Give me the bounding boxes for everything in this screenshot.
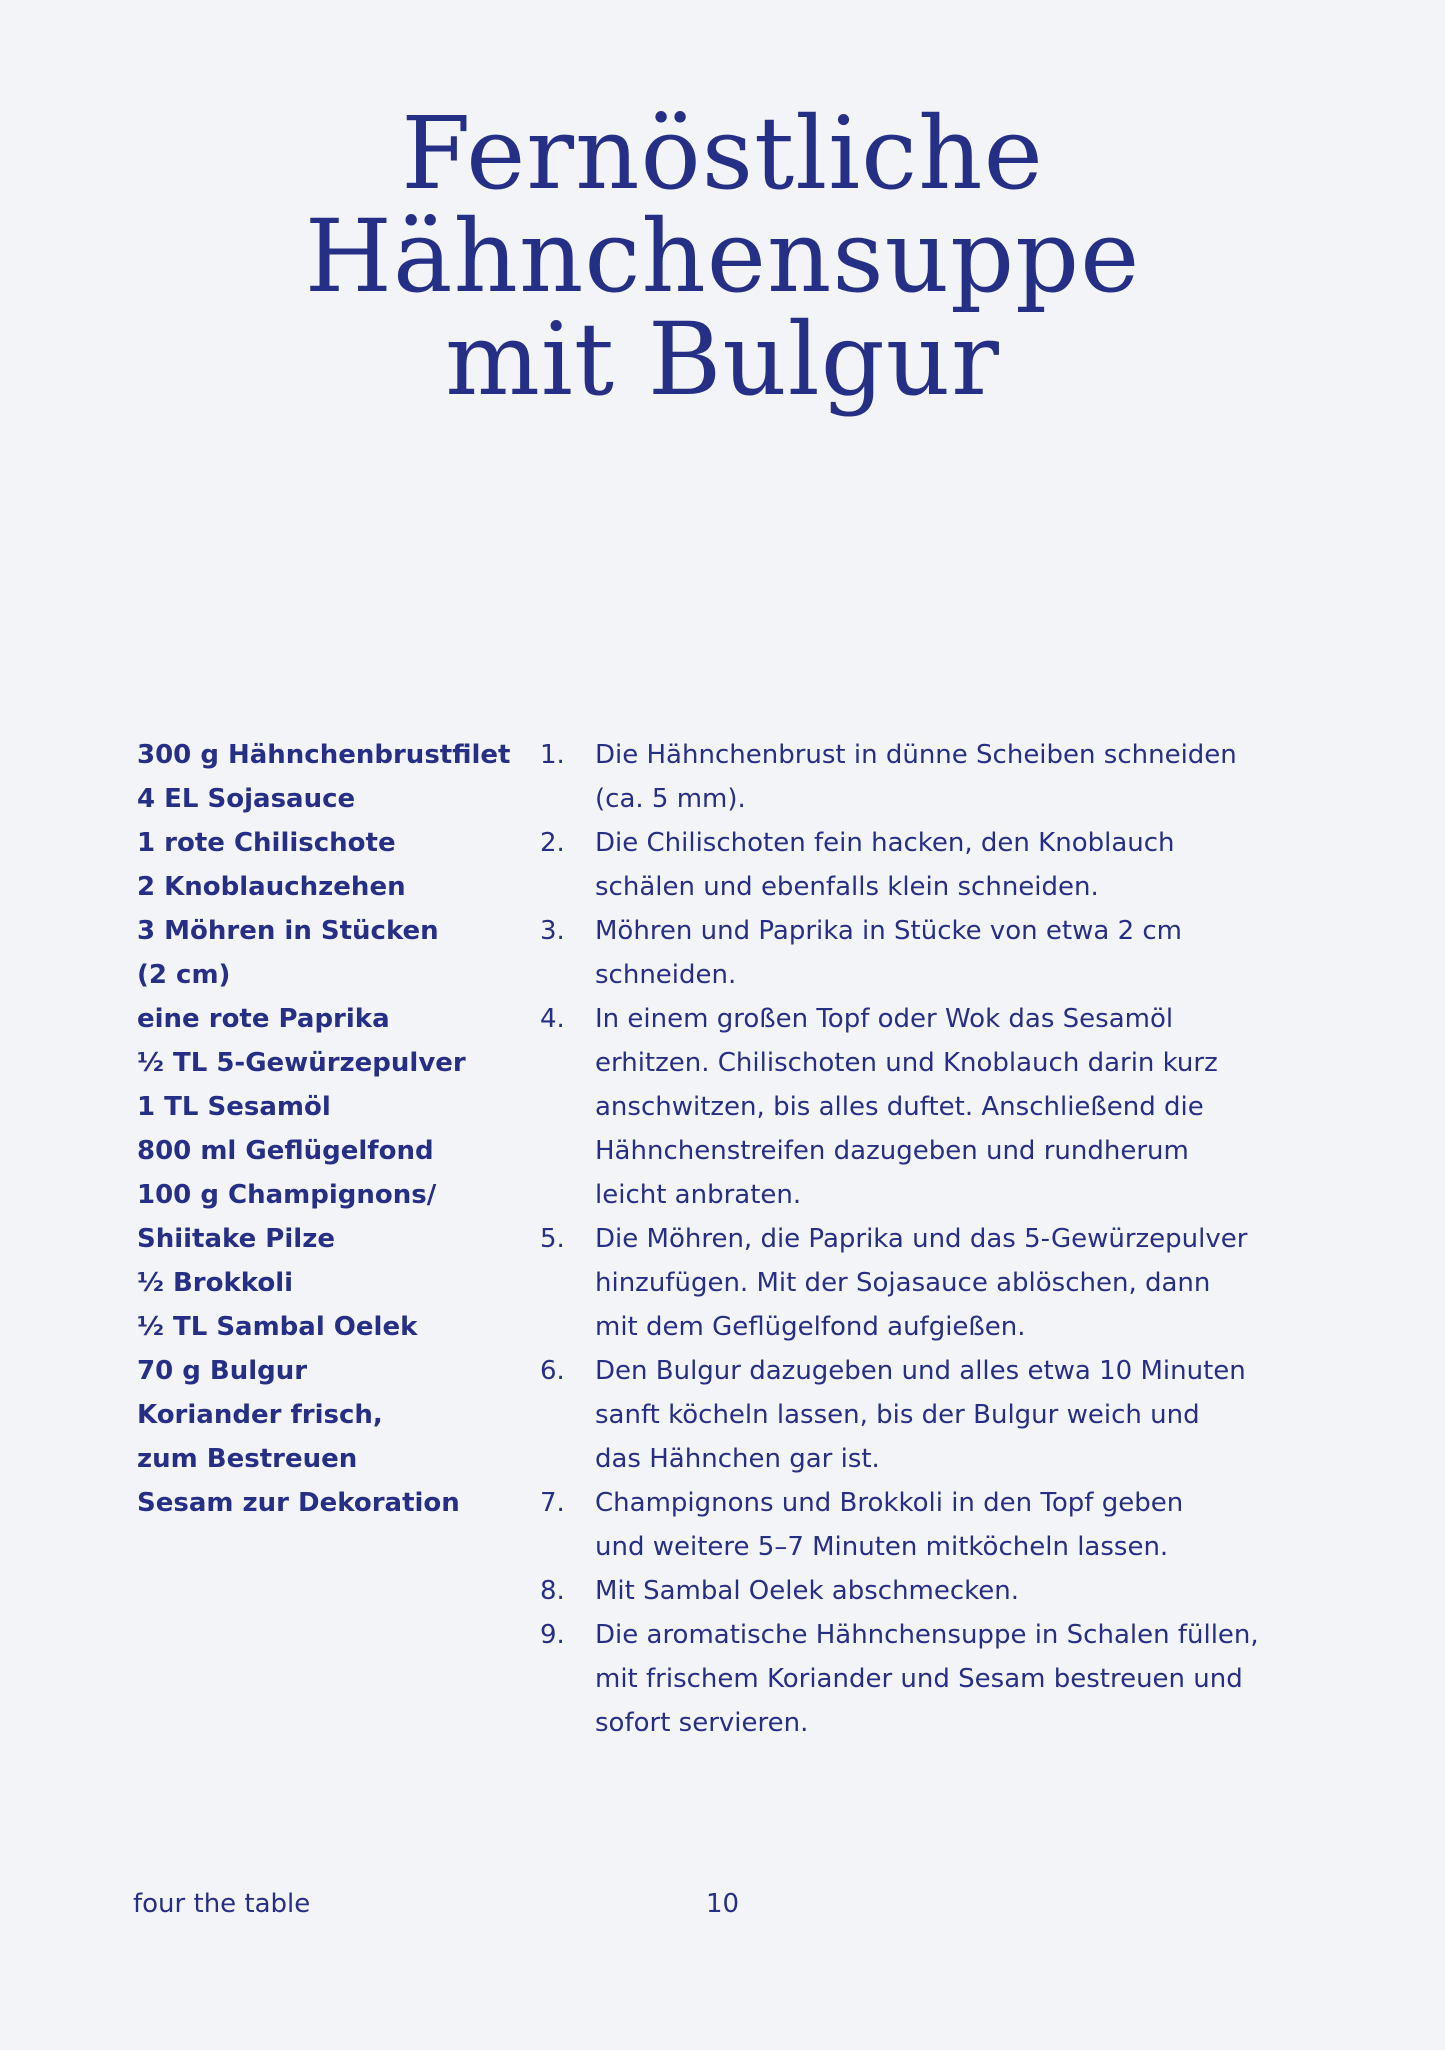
step-text-line: In einem großen Topf oder Wok das Sesamöl	[595, 1004, 1174, 1034]
ingredient-item: ½ Brokkoli	[137, 1268, 294, 1298]
step-number: 5.	[540, 1224, 565, 1254]
step-text-line: schneiden.	[595, 960, 737, 990]
step-text-line: sofort servieren.	[595, 1708, 809, 1738]
ingredient-list	[137, 733, 537, 1525]
step-text-line: Die Möhren, die Paprika und das 5-Gewürzepulver	[595, 1224, 1248, 1254]
step-number: 9.	[540, 1620, 565, 1650]
instruction-step	[540, 1569, 1300, 1613]
instruction-steps	[540, 733, 1300, 1745]
ingredient-item: 300 g Hähnchenbrustfilet	[137, 740, 511, 770]
ingredient-item: 1 TL Sesamöl	[137, 1092, 331, 1122]
step-text-line: schälen und ebenfalls klein schneiden.	[595, 872, 1099, 902]
step-text-line: Die Chilischoten fein hacken, den Knoblauch	[595, 828, 1175, 858]
footer-brand: four the table	[133, 1889, 311, 1919]
step-text-line: Hähnchenstreifen dazugeben und rundherum	[595, 1136, 1189, 1166]
instruction-step	[540, 1349, 1300, 1481]
title-line: Hähnchensuppe	[304, 198, 1141, 315]
instruction-step	[540, 997, 1300, 1217]
step-number: 3.	[540, 916, 565, 946]
ingredient-item: ½ TL Sambal Oelek	[137, 1312, 418, 1342]
ingredient-item: zum Bestreuen	[137, 1444, 358, 1474]
ingredient-item: 70 g Bulgur	[137, 1356, 308, 1386]
step-text-line: sanft köcheln lassen, bis der Bulgur weich und	[595, 1400, 1200, 1430]
step-text-line: mit dem Geflügelfond aufgießen.	[595, 1312, 1026, 1342]
step-text-line: (ca. 5 mm).	[595, 784, 746, 814]
title-line: Fernöstliche	[401, 95, 1044, 212]
step-number: 1.	[540, 740, 565, 770]
instruction-step	[540, 821, 1300, 909]
step-text-line: und weitere 5–7 Minuten mitköcheln lassen.	[595, 1532, 1169, 1562]
ingredient-item: 2 Knoblauchzehen	[137, 872, 406, 902]
step-text-line: Champignons und Brokkoli in den Topf geben	[595, 1488, 1184, 1518]
step-number: 8.	[540, 1576, 565, 1606]
ingredient-item: ½ TL 5-Gewürzepulver	[137, 1048, 466, 1078]
ingredient-item: Shiitake Pilze	[137, 1224, 335, 1254]
step-text-line: Den Bulgur dazugeben und alles etwa 10 Minuten	[595, 1356, 1246, 1386]
step-number: 4.	[540, 1004, 565, 1034]
ingredient-item: 4 EL Sojasauce	[137, 784, 356, 814]
step-text-line: anschwitzen, bis alles duftet. Anschließend die	[595, 1092, 1204, 1122]
step-text-line: Möhren und Paprika in Stücke von etwa 2 cm	[595, 916, 1183, 946]
ingredient-item: 3 Möhren in Stücken	[137, 916, 439, 946]
instruction-step	[540, 1217, 1300, 1349]
ingredient-item: Sesam zur Dekoration	[137, 1488, 460, 1518]
step-text-line: Mit Sambal Oelek abschmecken.	[595, 1576, 1020, 1606]
instruction-step	[540, 909, 1300, 997]
title-line: mit Bulgur	[445, 301, 1000, 418]
step-text-line: leicht anbraten.	[595, 1180, 802, 1210]
ingredient-item: Koriander frisch,	[137, 1400, 383, 1430]
step-number: 6.	[540, 1356, 565, 1386]
step-text-line: Die aromatische Hähnchensuppe in Schalen füllen,	[595, 1620, 1259, 1650]
instruction-step	[540, 1613, 1300, 1745]
step-text-line: Die Hähnchenbrust in dünne Scheiben schneiden	[595, 740, 1237, 770]
ingredient-item: eine rote Paprika	[137, 1004, 390, 1034]
step-text-line: mit frischem Koriander und Sesam bestreuen und	[595, 1664, 1243, 1694]
recipe-title	[0, 95, 1445, 418]
step-number: 7.	[540, 1488, 565, 1518]
step-number: 2.	[540, 828, 565, 858]
ingredient-item: 1 rote Chilischote	[137, 828, 396, 858]
ingredient-item: (2 cm)	[137, 960, 231, 990]
instruction-step	[540, 733, 1300, 821]
step-text-line: erhitzen. Chilischoten und Knoblauch darin kurz	[595, 1048, 1218, 1078]
step-text-line: hinzufügen. Mit der Sojasauce ablöschen, dann	[595, 1268, 1211, 1298]
instruction-step	[540, 1481, 1300, 1569]
ingredient-item: 100 g Champignons/	[137, 1180, 437, 1210]
step-text-line: das Hähnchen gar ist.	[595, 1444, 880, 1474]
ingredient-item: 800 ml Geflügelfond	[137, 1136, 434, 1166]
page-number: 10	[706, 1889, 740, 1919]
